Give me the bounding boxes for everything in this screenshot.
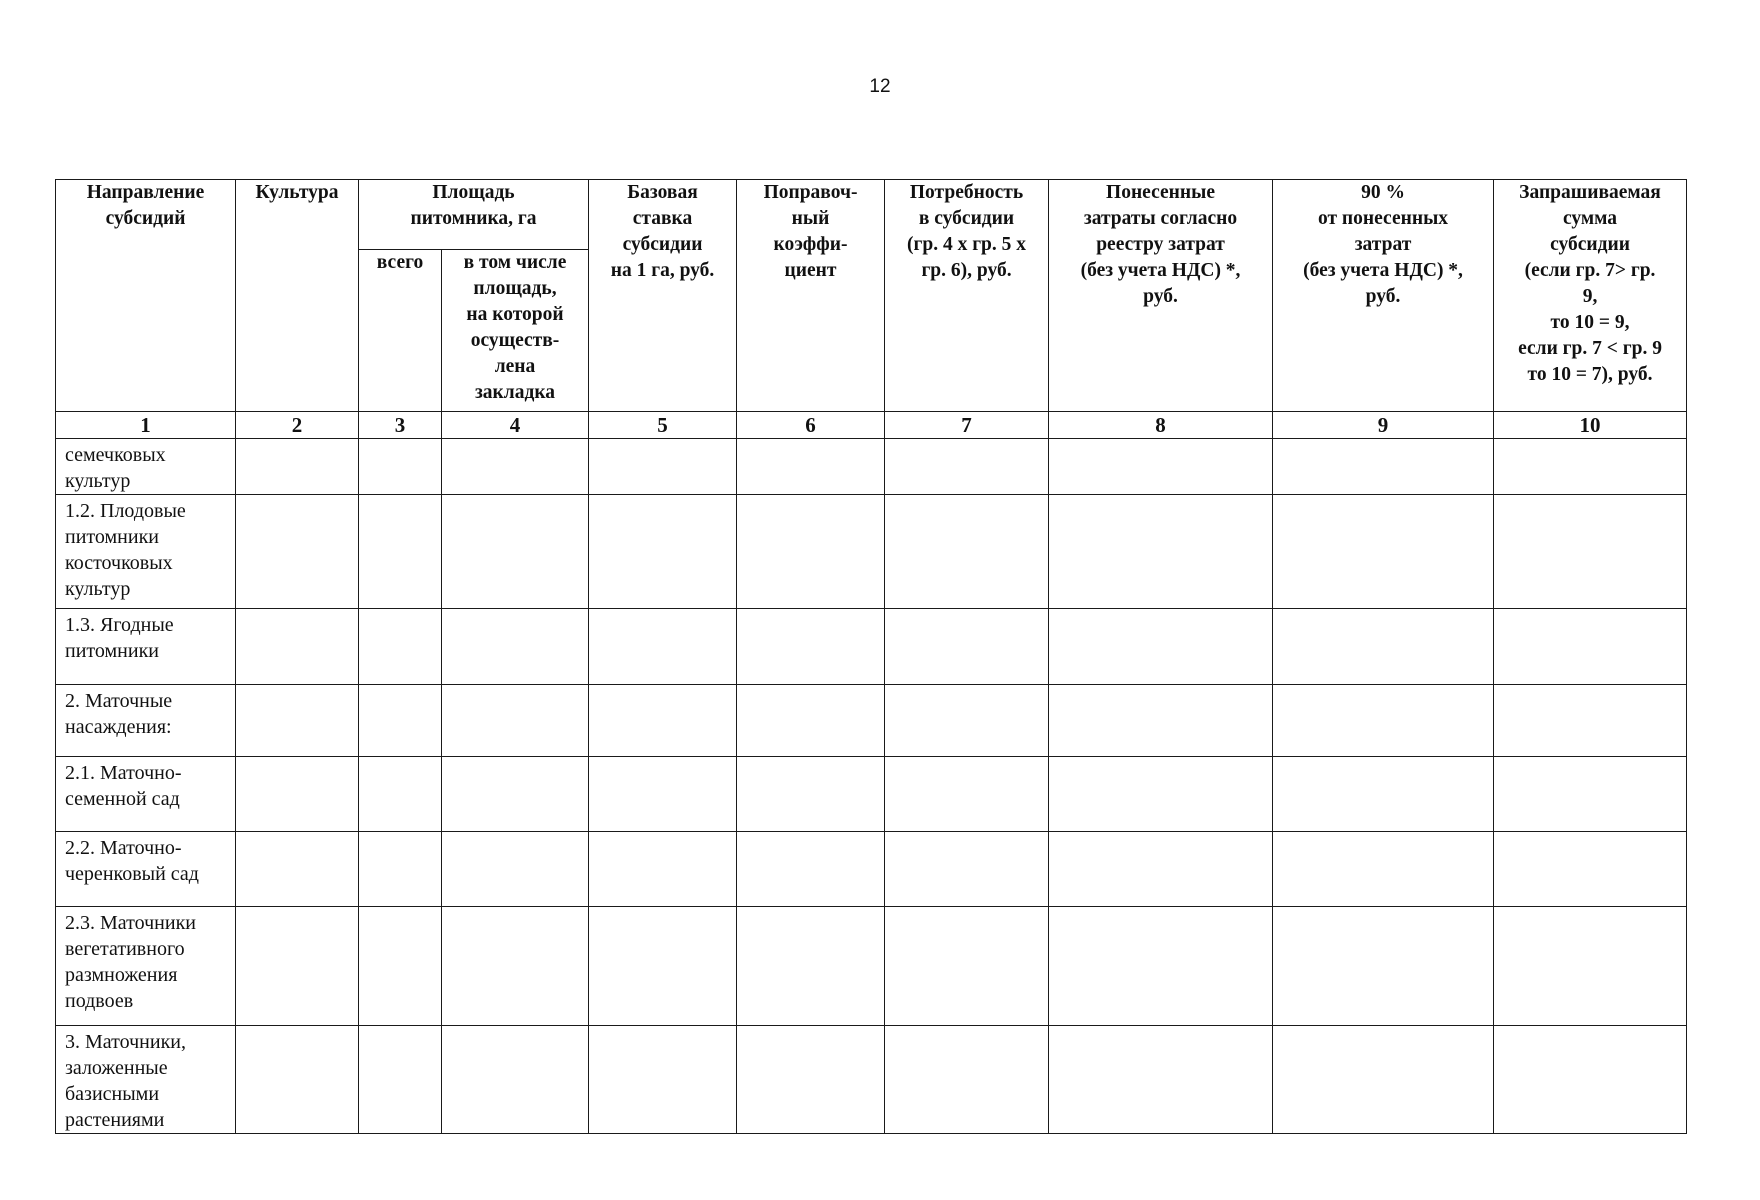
requested-cell[interactable]: [1494, 609, 1687, 685]
header-direction: Направление субсидий: [56, 180, 236, 412]
need-cell[interactable]: [885, 495, 1049, 609]
area-laid-cell[interactable]: [442, 439, 589, 495]
area-total-cell[interactable]: [359, 757, 442, 832]
base-rate-cell[interactable]: [589, 907, 737, 1026]
header-base-rate: Базовая ставка субсидии на 1 га, руб.: [589, 180, 737, 412]
costs-90-cell[interactable]: [1273, 1026, 1494, 1134]
coefficient-cell[interactable]: [737, 757, 885, 832]
costs-cell[interactable]: [1049, 832, 1273, 907]
culture-cell[interactable]: [236, 439, 359, 495]
costs-cell[interactable]: [1049, 907, 1273, 1026]
header-area-laid: в том числе площадь, на которой осуществ- лена закладка: [442, 250, 589, 412]
base-rate-cell[interactable]: [589, 832, 737, 907]
area-laid-cell[interactable]: [442, 832, 589, 907]
costs-cell[interactable]: [1049, 439, 1273, 495]
area-total-cell[interactable]: [359, 832, 442, 907]
area-total-cell[interactable]: [359, 907, 442, 1026]
table-row: [56, 1026, 1687, 1134]
column-number: 9: [1273, 412, 1494, 439]
area-laid-cell[interactable]: [442, 685, 589, 757]
requested-cell[interactable]: [1494, 439, 1687, 495]
costs-cell[interactable]: [1049, 495, 1273, 609]
subsidy-table: [55, 179, 1687, 1134]
culture-cell[interactable]: [236, 1026, 359, 1134]
area-total-cell[interactable]: [359, 439, 442, 495]
table-row: [56, 609, 1687, 685]
row-direction-label: 1.3. Ягодные питомники: [56, 609, 236, 685]
coefficient-cell[interactable]: [737, 685, 885, 757]
need-cell[interactable]: [885, 609, 1049, 685]
costs-cell[interactable]: [1049, 609, 1273, 685]
column-number: 8: [1049, 412, 1273, 439]
row-direction-label: 1.2. Плодовые питомники косточковых культур: [56, 495, 236, 609]
row-direction-label: 2.1. Маточно- семенной сад: [56, 757, 236, 832]
costs-90-cell[interactable]: [1273, 439, 1494, 495]
row-direction-label: семечковых культур: [56, 439, 236, 495]
costs-cell[interactable]: [1049, 685, 1273, 757]
table-row: [56, 439, 1687, 495]
area-total-cell[interactable]: [359, 1026, 442, 1134]
need-cell[interactable]: [885, 1026, 1049, 1134]
table-row: [56, 832, 1687, 907]
costs-90-cell[interactable]: [1273, 832, 1494, 907]
requested-cell[interactable]: [1494, 757, 1687, 832]
requested-cell[interactable]: [1494, 1026, 1687, 1134]
coefficient-cell[interactable]: [737, 1026, 885, 1134]
header-costs-90: 90 % от понесенных затрат (без учета НДС) *, руб.: [1273, 180, 1494, 412]
header-need: Потребность в субсидии (гр. 4 х гр. 5 х гр. 6), руб.: [885, 180, 1049, 412]
costs-90-cell[interactable]: [1273, 609, 1494, 685]
need-cell[interactable]: [885, 832, 1049, 907]
culture-cell[interactable]: [236, 685, 359, 757]
header-area-total: всего: [359, 250, 442, 412]
coefficient-cell[interactable]: [737, 907, 885, 1026]
coefficient-cell[interactable]: [737, 609, 885, 685]
header-culture: Культура: [236, 180, 359, 412]
costs-cell[interactable]: [1049, 1026, 1273, 1134]
area-total-cell[interactable]: [359, 685, 442, 757]
coefficient-cell[interactable]: [737, 832, 885, 907]
column-number: 5: [589, 412, 737, 439]
costs-90-cell[interactable]: [1273, 907, 1494, 1026]
area-laid-cell[interactable]: [442, 757, 589, 832]
row-direction-label: 2.2. Маточно- черенковый сад: [56, 832, 236, 907]
header-area-group: Площадь питомника, га: [359, 180, 589, 250]
header-coefficient: Поправоч- ный коэффи- циент: [737, 180, 885, 412]
column-number-row: [56, 412, 1687, 439]
area-laid-cell[interactable]: [442, 1026, 589, 1134]
area-laid-cell[interactable]: [442, 609, 589, 685]
requested-cell[interactable]: [1494, 495, 1687, 609]
area-laid-cell[interactable]: [442, 907, 589, 1026]
requested-cell[interactable]: [1494, 685, 1687, 757]
base-rate-cell[interactable]: [589, 609, 737, 685]
culture-cell[interactable]: [236, 757, 359, 832]
requested-cell[interactable]: [1494, 907, 1687, 1026]
column-number: 2: [236, 412, 359, 439]
column-number: 4: [442, 412, 589, 439]
table-row: [56, 907, 1687, 1026]
base-rate-cell[interactable]: [589, 1026, 737, 1134]
coefficient-cell[interactable]: [737, 495, 885, 609]
column-number: 10: [1494, 412, 1687, 439]
costs-90-cell[interactable]: [1273, 495, 1494, 609]
base-rate-cell[interactable]: [589, 495, 737, 609]
coefficient-cell[interactable]: [737, 439, 885, 495]
row-direction-label: 3. Маточники, заложенные базисными растениями: [56, 1026, 236, 1134]
page-number: 12: [869, 76, 891, 97]
row-direction-label: 2.3. Маточники вегетативного размножения подвоев: [56, 907, 236, 1026]
requested-cell[interactable]: [1494, 832, 1687, 907]
need-cell[interactable]: [885, 439, 1049, 495]
column-number: 6: [737, 412, 885, 439]
area-total-cell[interactable]: [359, 495, 442, 609]
culture-cell[interactable]: [236, 832, 359, 907]
area-total-cell[interactable]: [359, 609, 442, 685]
header-requested: Запрашиваемая сумма субсидии (если гр. 7> гр. 9, то 10 = 9, если гр. 7 < гр. 9 то 10 = 7), руб.: [1494, 180, 1687, 412]
need-cell[interactable]: [885, 907, 1049, 1026]
column-number: 1: [56, 412, 236, 439]
table-row: [56, 757, 1687, 832]
culture-cell[interactable]: [236, 907, 359, 1026]
header-costs: Понесенные затраты согласно реестру затрат (без учета НДС) *, руб.: [1049, 180, 1273, 412]
need-cell[interactable]: [885, 757, 1049, 832]
column-number: 7: [885, 412, 1049, 439]
table-row: [56, 495, 1687, 609]
base-rate-cell[interactable]: [589, 439, 737, 495]
costs-cell[interactable]: [1049, 757, 1273, 832]
table-row: [56, 685, 1687, 757]
column-number: 3: [359, 412, 442, 439]
costs-90-cell[interactable]: [1273, 685, 1494, 757]
costs-90-cell[interactable]: [1273, 757, 1494, 832]
base-rate-cell[interactable]: [589, 757, 737, 832]
need-cell[interactable]: [885, 685, 1049, 757]
culture-cell[interactable]: [236, 495, 359, 609]
culture-cell[interactable]: [236, 609, 359, 685]
base-rate-cell[interactable]: [589, 685, 737, 757]
area-laid-cell[interactable]: [442, 495, 589, 609]
row-direction-label: 2. Маточные насаждения:: [56, 685, 236, 757]
